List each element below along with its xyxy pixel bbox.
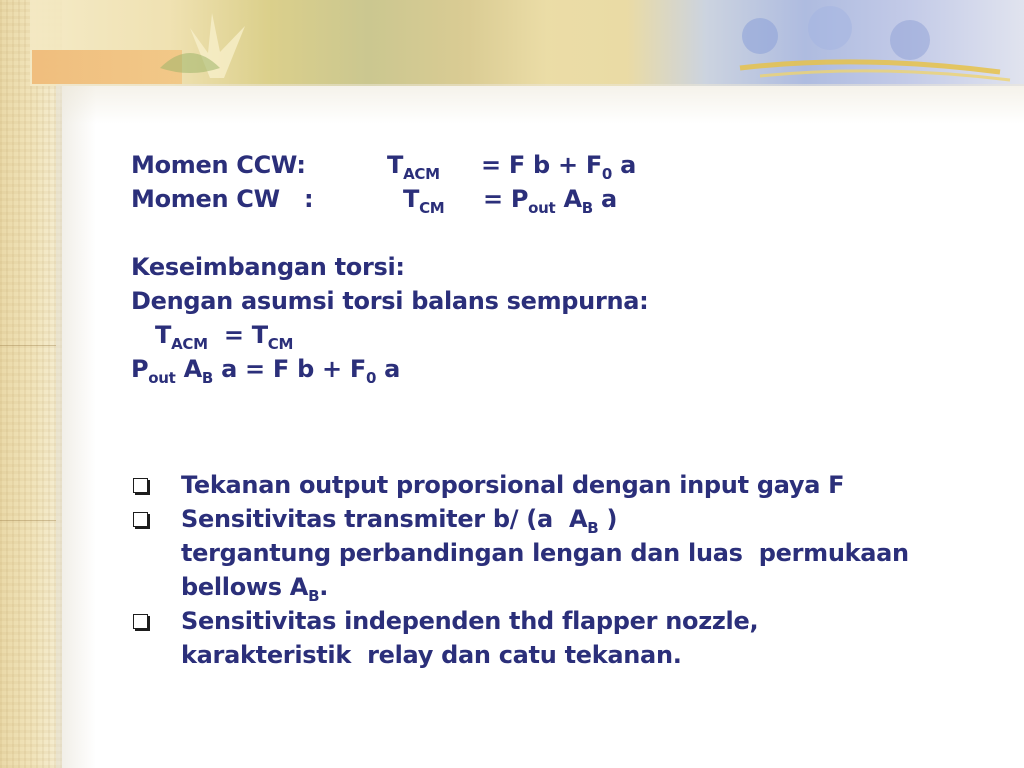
bullet-item-2: Sensitivitas transmiter b/ (a $A_B$ ) tergantung perbandingan lengan dan luas permukaan bellows $A_B$. — [131, 502, 981, 604]
slide-content — [131, 148, 648, 386]
bullet-list — [131, 468, 981, 672]
equation-ccw — [131, 148, 648, 182]
leaf-decoration-icon — [150, 8, 270, 84]
formula-cw-rhs: = $P_{out}$ $A_B$ a — [483, 185, 617, 217]
checkbox-bullet-icon — [133, 478, 148, 493]
equation-cw — [131, 182, 648, 216]
balance-heading: Keseimbangan torsi: — [131, 253, 405, 281]
left-parchment-strip — [0, 0, 62, 768]
formula-ccw-rhs: = F $b + F_0$ a — [481, 151, 637, 183]
checkbox-bullet-icon — [133, 614, 148, 629]
flower-decoration-icon — [700, 6, 1020, 86]
balance-equation-2: $P_{out}$ $A_B$ a = F $b + F_0$ a — [131, 355, 401, 387]
checkbox-bullet-icon — [133, 512, 148, 527]
bullet-item-1: Tekanan output proporsional dengan input gaya F — [131, 468, 981, 502]
formula-cw: $T_{CM}$ — [403, 185, 445, 217]
label-ccw: Momen CCW: — [131, 151, 306, 179]
label-cw: Momen CW : — [131, 185, 314, 213]
balance-equation-1: $T_{ACM} = T_{CM}$ — [155, 321, 294, 353]
bullet-item-3: Sensitivitas independen thd flapper nozzle, karakteristik relay dan catu tekanan. — [131, 604, 981, 672]
banner-shadow — [56, 84, 1024, 124]
formula-ccw: $T_{ACM}$ — [387, 151, 440, 183]
balance-assumption: Dengan asumsi torsi balans sempurna: — [131, 287, 649, 315]
left-shadow — [56, 80, 96, 768]
